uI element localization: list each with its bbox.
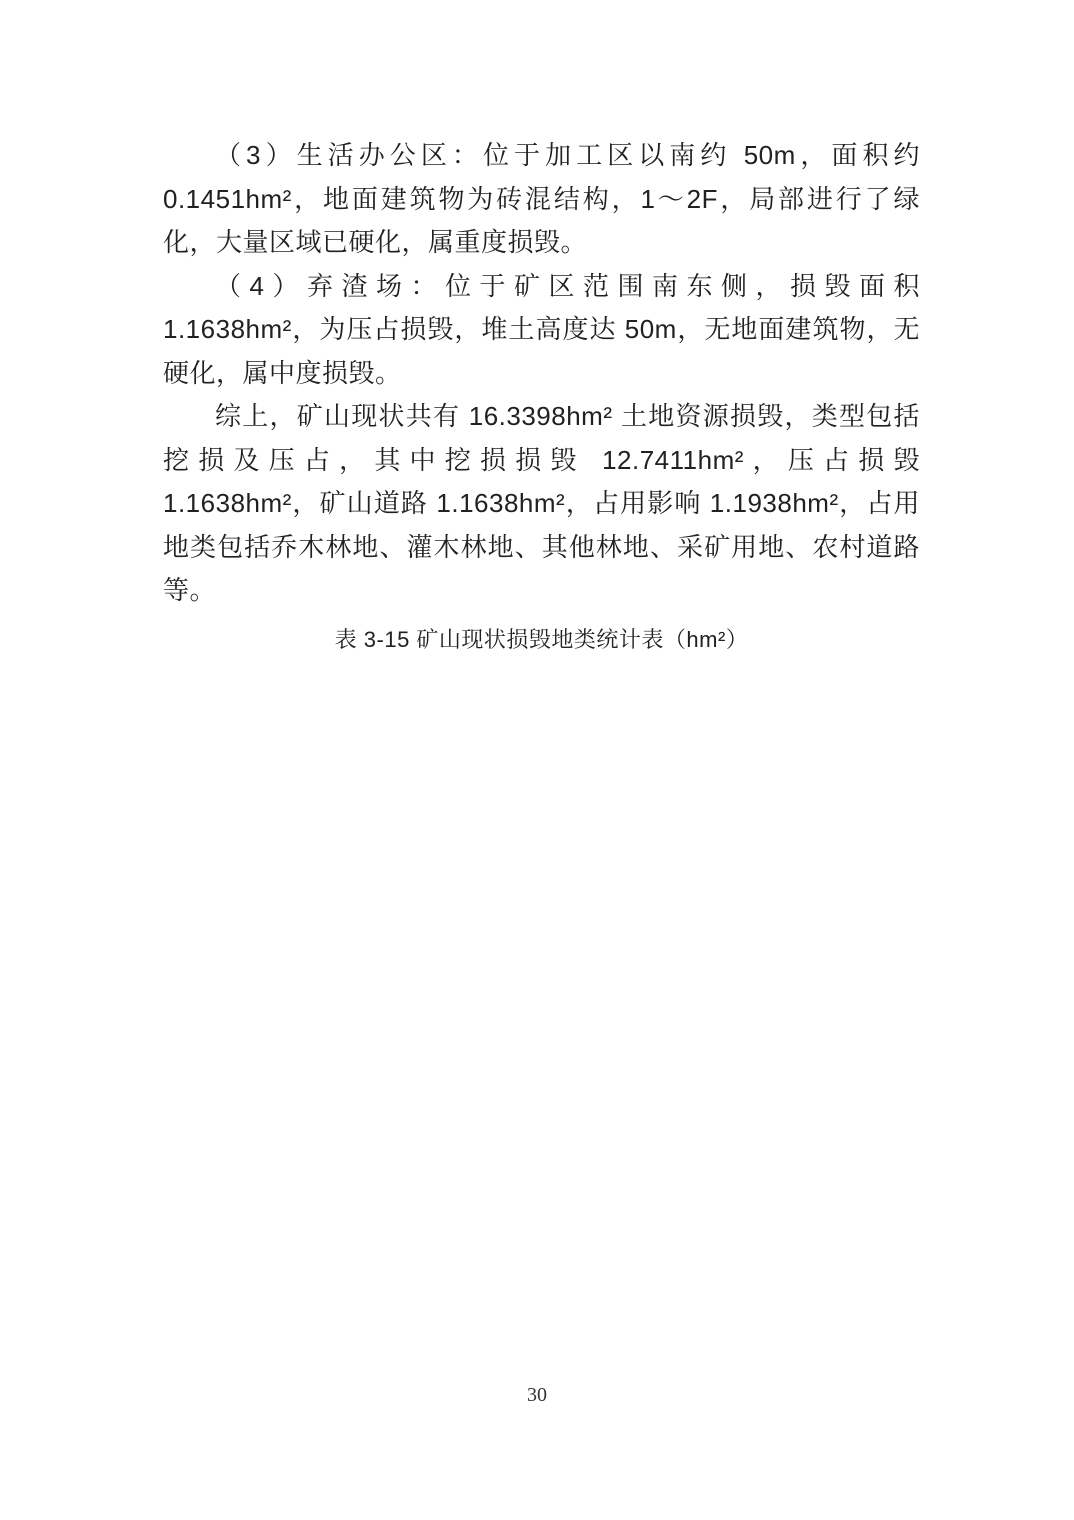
page-number: 30 xyxy=(527,1384,547,1406)
body-text-block xyxy=(163,134,920,657)
body-paragraph-office-area: （3）生活办公区：位于加工区以南约 50m，面积约 0.1451hm²，地面建筑物为砖混结构，1～2F，局部进行了绿化，大量区域已硬化，属重度损毁。 xyxy=(163,140,920,257)
body-paragraph-waste-dump: （4）弃渣场：位于矿区范围南东侧，损毁面积 1.1638hm²，为压占损毁，堆土高度达 50m，无地面建筑物，无硬化，属中度损毁。 xyxy=(163,270,920,388)
body-paragraph-summary: 综上，矿山现状共有 16.3398hm² 土地资源损毁，类型包括挖损及压占，其中挖损损毁 12.7411hm²，压占损毁 1.1638hm²，矿山道路 1.1638hm²，占用影响 1.1938hm²，占用地类包括乔木林地、灌木林地、其他林地、采矿用地、农村道路等。 xyxy=(163,401,920,605)
table-caption: 表 3-15 矿山现状损毁地类统计表（hm²） xyxy=(334,626,749,652)
